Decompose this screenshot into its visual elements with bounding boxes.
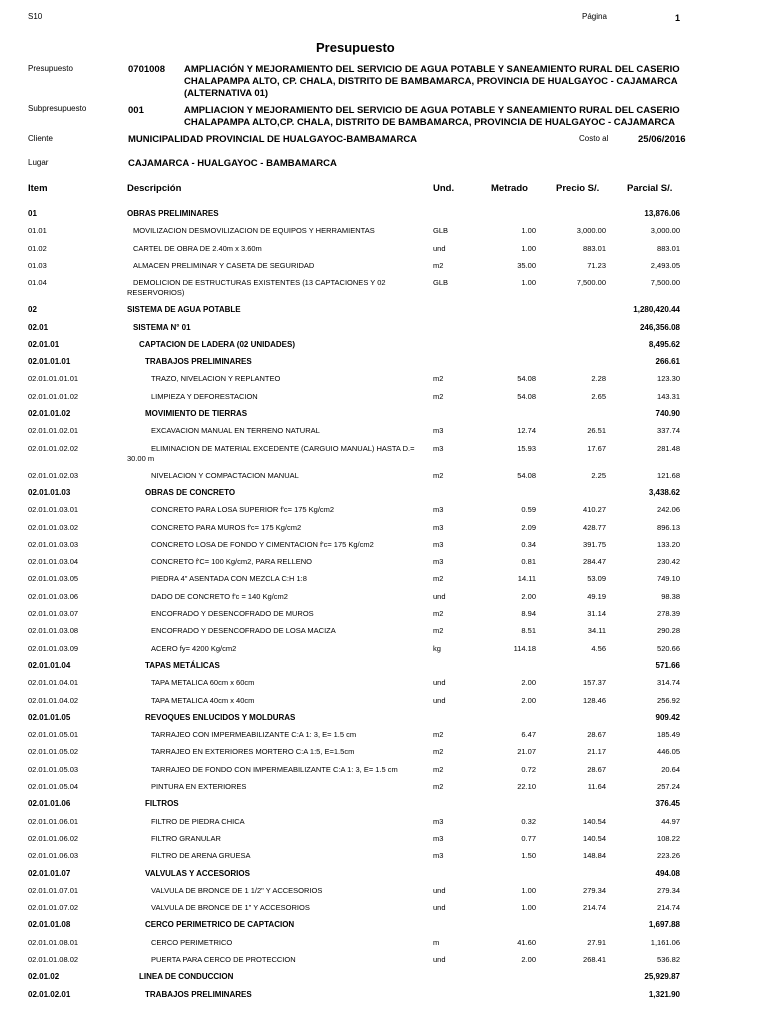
row-item-code: 02.01: [28, 322, 49, 332]
row-precio: 284.47: [583, 557, 606, 567]
row-parcial: 257.24: [657, 782, 680, 791]
row-description: ENCOFRADO Y DESENCOFRADO DE MUROS: [151, 609, 314, 618]
row-description: VALVULAS Y ACCESORIOS: [145, 868, 250, 878]
row-metrado: 54.08: [517, 470, 536, 480]
row-item-code: 02.01.02: [28, 972, 60, 982]
row-description: TRABAJOS PRELIMINARES: [145, 989, 252, 999]
row-unit: m2: [433, 470, 444, 480]
row-description: TAPAS METÁLICAS: [145, 660, 220, 670]
row-metrado: 1.00: [521, 278, 536, 288]
row-unit: m: [433, 937, 440, 947]
row-item-code: 02.01.01.02.03: [28, 470, 79, 480]
row-item-code: 02: [28, 305, 37, 315]
row-description: CAPTACION DE LADERA (02 UNIDADES): [139, 339, 296, 349]
row-metrado: 8.94: [521, 609, 536, 618]
row-precio: 31.14: [587, 609, 606, 618]
subpresupuesto-text: AMPLIACION Y MEJORAMIENTO DEL SERVICIO DE AGUA POTABLE Y SANEAMIENTO RURAL DEL CASERIO CHALAPAMPA ALTO,CP. CHALA, DISTRITO DE BAMBAMARCA, PROVINCIA DE HUALGAYOC - CAJAMARCA: [184, 105, 680, 128]
row-metrado: 14.11: [517, 574, 536, 584]
row-precio: 49.19: [587, 591, 606, 601]
presupuesto-text: AMPLIACIÓN Y MEJORAMIENTO DEL SERVICIO DE AGUA POTABLE Y SANEAMIENTO RURAL DEL CASERIO CHALAPAMPA ALTO, CP. CHALA, DISTRITO DE BAMBAMARCA, PROVINCIA DE HUALGAYOC - CAJAMARCA (ALTERNATIVA 01): [184, 64, 680, 99]
row-parcial: 3,000.00: [650, 226, 680, 236]
row-metrado: 0.32: [521, 816, 536, 826]
row-precio: 140.54: [583, 833, 606, 843]
row-metrado: 0.81: [521, 557, 536, 567]
row-description: OBRAS PRELIMINARES: [127, 209, 219, 218]
row-item-code: 02.01.02.01: [28, 989, 71, 999]
row-parcial: 909.42: [655, 712, 680, 722]
row-precio: 28.67: [587, 764, 606, 774]
col-header-precio: Precio S/.: [556, 183, 600, 194]
row-unit: kg: [433, 643, 441, 653]
row-unit: m2: [433, 730, 444, 740]
row-metrado: 2.00: [521, 678, 536, 688]
row-precio: 428.77: [583, 522, 606, 532]
row-parcial: 108.22: [657, 833, 680, 843]
row-description: CERCO PERIMETRICO: [151, 937, 233, 947]
row-item-code: 02.01.01.07.02: [28, 903, 79, 913]
row-item-code: 02.01.01.06.03: [28, 851, 79, 861]
row-precio: 34.11: [587, 626, 606, 636]
row-parcial: 266.61: [655, 357, 680, 367]
row-metrado: 1.00: [521, 226, 536, 236]
row-unit: m2: [433, 574, 444, 584]
row-description: PUERTA PARA CERCO DE PROTECCION: [151, 955, 296, 964]
row-metrado: 2.09: [521, 522, 536, 532]
row-unit: m3: [433, 443, 444, 453]
row-parcial: 494.08: [655, 868, 680, 878]
row-metrado: 1.00: [521, 885, 536, 895]
row-precio: 11.64: [587, 782, 606, 791]
col-header-metrado: Metrado: [491, 183, 528, 194]
row-item-code: 02.01.01.03.02: [28, 522, 79, 532]
row-parcial: 133.20: [657, 539, 680, 549]
row-description: EXCAVACION MANUAL EN TERRENO NATURAL: [151, 426, 320, 436]
row-parcial: 8,495.62: [648, 339, 680, 349]
subpresupuesto-code: 001: [128, 105, 144, 116]
row-precio: 2.65: [591, 391, 606, 401]
row-description: TRABAJOS PRELIMINARES: [145, 357, 252, 367]
row-item-code: 02.01.01.07.01: [28, 885, 79, 895]
row-description: SISTEMA DE AGUA POTABLE: [127, 305, 241, 315]
row-parcial: 314.74: [657, 678, 680, 688]
row-description: LIMPIEZA Y DEFORESTACION: [151, 391, 258, 401]
row-unit: m3: [433, 539, 444, 549]
row-precio: 128.46: [583, 695, 606, 705]
row-metrado: 0.77: [521, 833, 536, 843]
row-unit: m3: [433, 426, 444, 436]
row-item-code: 02.01.01.06.02: [28, 833, 79, 843]
col-header-descripcion: Descripción: [127, 183, 182, 194]
row-item-code: 02.01.01.06: [28, 799, 71, 809]
row-description: FILTROS: [145, 799, 179, 809]
row-description: FILTRO GRANULAR: [151, 833, 221, 843]
row-parcial: 749.10: [657, 574, 680, 584]
row-parcial: 896.13: [657, 522, 680, 532]
row-item-code: 02.01.01.05.03: [28, 764, 79, 774]
row-unit: m2: [433, 260, 444, 270]
row-item-code: 01.03: [28, 260, 47, 270]
row-description: ENCOFRADO Y DESENCOFRADO DE LOSA MACIZA: [151, 626, 336, 636]
row-description: VALVULA DE BRONCE DE 1" Y ACCESORIOS: [151, 903, 310, 913]
row-description: TRAZO, NIVELACION Y REPLANTEO: [151, 374, 281, 384]
row-item-code: 02.01.01.05.01: [28, 730, 79, 740]
row-description: LINEA DE CONDUCCION: [139, 972, 234, 982]
row-parcial: 185.49: [657, 730, 680, 740]
row-precio: 391.75: [583, 539, 606, 549]
row-unit: m3: [433, 816, 444, 826]
row-description: TARRAJEO EN EXTERIORES MORTERO C:A 1:5, E=1.5cm: [151, 747, 355, 757]
row-unit: m2: [433, 374, 444, 384]
row-item-code: 02.01.01.01: [28, 357, 71, 367]
row-unit: und: [433, 885, 446, 895]
row-description: TAPA METALICA 40cm x 40cm: [151, 695, 255, 705]
row-parcial: 281.48: [657, 443, 680, 453]
row-metrado: 2.00: [521, 955, 536, 964]
page-number: 1: [675, 13, 681, 23]
row-item-code: 02.01.01.02.01: [28, 426, 79, 436]
row-item-code: 02.01.01.06.01: [28, 816, 79, 826]
row-metrado: 12.74: [517, 426, 536, 436]
row-parcial: 278.39: [657, 609, 680, 618]
row-precio: 28.67: [587, 730, 606, 740]
row-description: ALMACEN PRELIMINAR Y CASETA DE SEGURIDAD: [133, 260, 315, 270]
row-parcial: 376.45: [655, 799, 680, 809]
row-description: TARRAJEO CON IMPERMEABILIZANTE C:A 1: 3, E= 1.5 cm: [151, 730, 357, 740]
row-description: FILTRO DE ARENA GRUESA: [151, 851, 251, 861]
row-item-code: 02.01.01.03.07: [28, 609, 79, 618]
row-metrado: 8.51: [521, 626, 536, 636]
row-parcial: 256.92: [657, 695, 680, 705]
row-item-code: 02.01.01.08.01: [28, 937, 79, 947]
row-precio: 2.28: [591, 374, 606, 384]
row-item-code: 02.01.01.03.08: [28, 626, 79, 636]
row-metrado: 54.08: [517, 391, 536, 401]
row-item-code: 02.01.01.05: [28, 712, 71, 722]
row-description: ACERO fy= 4200 Kg/cm2: [151, 643, 237, 653]
row-parcial: 230.42: [657, 557, 680, 567]
row-description: CERCO PERIMETRICO DE CAPTACION: [145, 920, 295, 930]
row-description: CONCRETO PARA LOSA SUPERIOR f'c= 175 Kg/cm2: [151, 505, 335, 515]
row-metrado: 2.00: [521, 695, 536, 705]
row-description: SISTEMA N° 01: [133, 322, 191, 332]
row-item-code: 02.01.01.08.02: [28, 955, 79, 964]
report-code: S10: [28, 12, 43, 21]
row-unit: m3: [433, 505, 444, 515]
cliente-value: MUNICIPALIDAD PROVINCIAL DE HUALGAYOC-BAMBAMARCA: [128, 134, 418, 145]
row-precio: 4.56: [591, 643, 606, 653]
row-precio: 214.74: [583, 903, 606, 913]
row-precio: 157.37: [583, 678, 606, 688]
col-header-item: Item: [28, 183, 48, 194]
row-metrado: 15.93: [517, 443, 536, 453]
row-parcial: 536.82: [657, 955, 680, 964]
row-metrado: 114.18: [513, 643, 536, 653]
row-unit: m2: [433, 747, 444, 757]
row-parcial: 44.97: [661, 816, 680, 826]
row-item-code: 02.01.01.03.09: [28, 643, 79, 653]
row-description: TAPA METALICA 60cm x 60cm: [151, 678, 255, 688]
row-metrado: 54.08: [517, 374, 536, 384]
row-precio: 7,500.00: [576, 278, 606, 288]
row-precio: 21.17: [587, 747, 606, 757]
row-item-code: 02.01.01.03.04: [28, 557, 79, 567]
row-description: REVOQUES ENLUCIDOS Y MOLDURAS: [145, 712, 296, 722]
row-item-code: 02.01.01.05.04: [28, 782, 79, 791]
row-item-code: 02.01.01.03: [28, 487, 71, 497]
row-description: OBRAS DE CONCRETO: [145, 487, 236, 497]
row-precio: 2.25: [591, 470, 606, 480]
row-description: PIEDRA 4" ASENTADA CON MEZCLA C:H 1:8: [151, 574, 307, 584]
row-parcial: 337.74: [657, 426, 680, 436]
row-item-code: 02.01.01.03.03: [28, 539, 79, 549]
row-item-code: 01.01: [28, 226, 47, 236]
row-parcial: 13,876.06: [644, 209, 680, 218]
costo-label: Costo al: [579, 134, 609, 143]
row-precio: 279.34: [583, 885, 606, 895]
row-parcial: 740.90: [655, 409, 680, 418]
presupuesto-code: 0701008: [128, 64, 165, 75]
row-parcial: 3,438.62: [648, 487, 680, 497]
row-metrado: 1.00: [521, 903, 536, 913]
row-item-code: 02.01.01.01.02: [28, 391, 79, 401]
row-metrado: 1.50: [521, 851, 536, 861]
row-description: TARRAJEO DE FONDO CON IMPERMEABILIZANTE C:A 1: 3, E= 1.5 cm: [151, 764, 398, 774]
row-item-code: 02.01.01.03.05: [28, 574, 79, 584]
row-parcial: 571.66: [655, 660, 680, 670]
row-metrado: 2.00: [521, 591, 536, 601]
costo-date: 25/06/2016: [638, 134, 686, 145]
row-unit: und: [433, 955, 446, 964]
row-parcial: 1,161.06: [650, 937, 680, 947]
row-unit: m3: [433, 522, 444, 532]
row-parcial: 246,356.08: [639, 322, 680, 332]
row-metrado: 41.60: [517, 937, 536, 947]
row-item-code: 02.01.01.05.02: [28, 747, 79, 757]
row-description: CONCRETO PARA MUROS f'c= 175 Kg/cm2: [151, 522, 302, 532]
row-metrado: 0.59: [521, 505, 536, 515]
row-parcial: 1,280,420.44: [633, 305, 680, 315]
lugar-label: Lugar: [28, 158, 49, 167]
row-parcial: 223.26: [657, 851, 680, 861]
row-parcial: 279.34: [657, 885, 680, 895]
row-parcial: 25,929.87: [644, 972, 680, 982]
row-description: PINTURA EN EXTERIORES: [151, 782, 247, 791]
row-precio: 26.51: [587, 426, 606, 436]
row-unit: m2: [433, 609, 444, 618]
page-title: Presupuesto: [316, 40, 395, 55]
row-unit: m2: [433, 764, 444, 774]
row-parcial: 7,500.00: [650, 278, 680, 288]
row-metrado: 22.10: [517, 782, 536, 791]
row-parcial: 2,493.05: [650, 260, 680, 270]
lugar-value: CAJAMARCA - HUALGAYOC - BAMBAMARCA: [128, 158, 337, 169]
row-description: DEMOLICION DE ESTRUCTURAS EXISTENTES (13 CAPTACIONES Y 02 RESERVORIOS): [127, 278, 386, 298]
row-description: DADO DE CONCRETO f'c = 140 Kg/cm2: [151, 591, 288, 601]
row-precio: 883.01: [583, 243, 606, 253]
cliente-label: Cliente: [28, 134, 53, 143]
row-unit: m2: [433, 391, 444, 401]
row-item-code: 02.01.01.08: [28, 920, 71, 930]
row-unit: GLB: [433, 226, 449, 236]
row-metrado: 35.00: [517, 260, 536, 270]
row-item-code: 02.01.01.07: [28, 868, 71, 878]
row-item-code: 02.01.01.02: [28, 409, 71, 418]
row-parcial: 242.06: [657, 505, 680, 515]
row-unit: GLB: [433, 278, 449, 288]
row-precio: 3,000.00: [576, 226, 606, 236]
row-parcial: 1,697.88: [648, 920, 680, 930]
row-description: NIVELACION Y COMPACTACION MANUAL: [151, 470, 299, 480]
row-item-code: 02.01.01: [28, 339, 60, 349]
page-label: Página: [582, 12, 607, 21]
row-parcial: 121.68: [657, 470, 680, 480]
row-unit: m3: [433, 851, 444, 861]
row-parcial: 143.31: [657, 391, 680, 401]
row-precio: 17.67: [587, 443, 606, 453]
row-metrado: 21.07: [517, 747, 536, 757]
row-unit: m3: [433, 833, 444, 843]
row-metrado: 0.34: [521, 539, 536, 549]
row-unit: m2: [433, 782, 444, 791]
row-unit: m2: [433, 626, 444, 636]
row-unit: und: [433, 591, 446, 601]
row-description: MOVILIZACION DESMOVILIZACION DE EQUIPOS Y HERRAMIENTAS: [133, 226, 375, 236]
row-unit: und: [433, 695, 446, 705]
row-item-code: 02.01.01.04.02: [28, 695, 79, 705]
col-header-parcial: Parcial S/.: [627, 183, 673, 194]
row-description: CARTEL DE OBRA DE 2.40m x 3.60m: [133, 243, 262, 253]
row-precio: 148.84: [583, 851, 606, 861]
row-parcial: 98.38: [661, 591, 680, 601]
row-parcial: 214.74: [657, 903, 680, 913]
row-parcial: 20.64: [661, 764, 680, 774]
presupuesto-label: Presupuesto: [28, 64, 73, 73]
row-item-code: 01: [28, 209, 37, 218]
row-parcial: 1,321.90: [648, 989, 680, 999]
row-item-code: 02.01.01.03.06: [28, 591, 79, 601]
row-description: VALVULA DE BRONCE DE 1 1/2" Y ACCESORIOS: [151, 885, 323, 895]
row-description: MOVIMIENTO DE TIERRAS: [145, 409, 248, 418]
subpresupuesto-label: Subpresupuesto: [28, 104, 87, 113]
row-item-code: 01.02: [28, 243, 47, 253]
row-description: FILTRO DE PIEDRA CHICA: [151, 816, 245, 826]
row-item-code: 02.01.01.04: [28, 660, 71, 670]
row-parcial: 123.30: [657, 374, 680, 384]
row-parcial: 290.28: [657, 626, 680, 636]
row-item-code: 02.01.01.03.01: [28, 505, 79, 515]
row-description: ELIMINACION DE MATERIAL EXCEDENTE (CARGUIO MANUAL) HASTA D.= 30.00 m: [127, 443, 415, 463]
row-parcial: 446.05: [657, 747, 680, 757]
row-precio: 140.54: [583, 816, 606, 826]
row-precio: 27.91: [587, 937, 606, 947]
row-unit: und: [433, 678, 446, 688]
row-unit: m3: [433, 557, 444, 567]
row-parcial: 883.01: [657, 243, 680, 253]
row-item-code: 02.01.01.04.01: [28, 678, 79, 688]
row-unit: und: [433, 903, 446, 913]
row-item-code: 02.01.01.02.02: [28, 443, 79, 453]
row-metrado: 6.47: [521, 730, 536, 740]
row-precio: 268.41: [583, 955, 606, 964]
row-precio: 410.27: [583, 505, 606, 515]
row-precio: 71.23: [587, 260, 606, 270]
row-precio: 53.09: [587, 574, 606, 584]
row-description: CONCRETO LOSA DE FONDO Y CIMENTACION f'c= 175 Kg/cm2: [151, 539, 374, 549]
row-description: CONCRETO f'C= 100 Kg/cm2, PARA RELLENO: [151, 557, 313, 567]
row-item-code: 02.01.01.01.01: [28, 374, 79, 384]
col-header-und: Und.: [433, 183, 455, 194]
row-unit: und: [433, 243, 446, 253]
row-metrado: 0.72: [521, 764, 536, 774]
row-metrado: 1.00: [521, 243, 536, 253]
row-parcial: 520.66: [657, 643, 680, 653]
row-item-code: 01.04: [28, 278, 47, 288]
